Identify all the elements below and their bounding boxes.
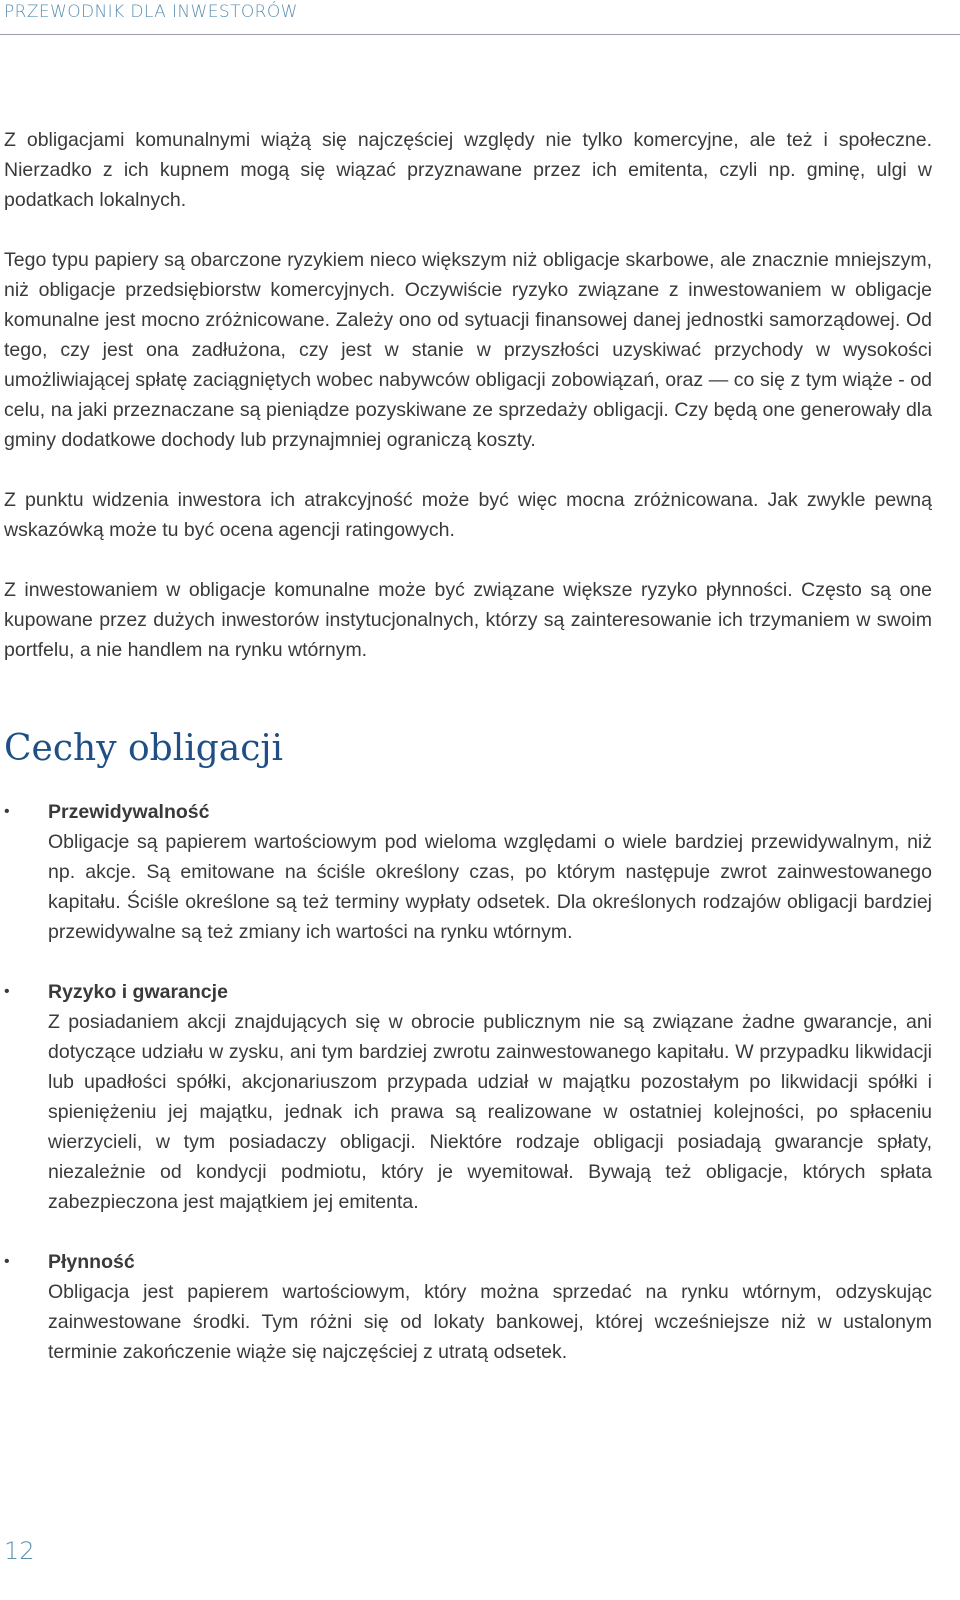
feature-body: Obligacja jest papierem wartościowym, który można sprzedać na rynku wtórnym, odzyskując zainwestowane środki. Tym różni się od lokaty bankowej, której wcześniejsze niż w ustalonym terminie zakończenie wiąże się najczęściej z utratą odsetek. [48, 1281, 932, 1363]
bullet-icon: • [4, 1253, 10, 1270]
paragraph-risk: Tego typu papiery są obarczone ryzykiem nieco większym niż obligacje skarbowe, ale znacznie mniejszym, niż obligacje przedsiębiorstw komercyjnych. Oczywiście ryzyko związane z inwestowaniem w obligacje komunalne jest mocno zróżnicowane. Zależy ono od sytuacji finansowej danej jednostki samorządowej. Od tego, czy jest ona zadłużona, czy jest w stanie w przyszłości uzyskiwać przychody w wysokości umożliwiającej spłatę zaciągniętych wobec nabywców obligacji zobowiązań, oraz — co się z tym wiąże - od celu, na jaki przeznaczane są pieniądze pozyskiwane ze sprzedaży obligacji. Czy będą one generowały dla gminy dodatkowe dochody lub przynajmniej ograniczą koszty. [4, 249, 932, 451]
running-header: PRZEWODNIK DLA INWESTORÓW [4, 2, 298, 22]
bullet-icon: • [4, 983, 10, 1000]
feature-item-liquidity [4, 1247, 932, 1367]
feature-body: Z posiadaniem akcji znajdujących się w obrocie publicznym nie są związane żadne gwarancje, ani dotyczące udziału w zysku, ani tym bardziej zwrotu zainwestowanego kapitału. W przypadku likwidacji lub upadłości spółki, akcjonariuszom przypada udział w majątku pozostałym po likwidacji spółki i spieniężeniu jej majątku, jednak ich prawa są realizowane w ostatniej kolejności, po spłaceniu wierzycieli, w tym posiadaczy obligacji. Niektóre rodzaje obligacji posiadają gwarancje spłaty, niezależnie od kondycji podmiotu, który je wyemitował. Bywają też obligacje, których spłata zabezpieczona jest majątkiem jej emitenta. [48, 1011, 932, 1213]
feature-title: Płynność [48, 1251, 135, 1273]
paragraph-attractiveness: Z punktu widzenia inwestora ich atrakcyjność może być więc mocna zróżnicowana. Jak zwykle pewną wskazówką może tu być ocena agencji ratingowych. [4, 489, 932, 541]
paragraph-intro: Z obligacjami komunalnymi wiążą się najczęściej względy nie tylko komercyjne, ale też i społeczne. Nierzadko z ich kupnem mogą się wiązać przyznawane przez ich emitenta, czyli np. gminę, ulgi w podatkach lokalnych. [4, 129, 932, 211]
bullet-icon: • [4, 803, 10, 820]
feature-title: Przewidywalność [48, 801, 210, 823]
feature-list [4, 797, 932, 1367]
feature-item-risk-guarantees [4, 977, 932, 1217]
section-title: Cechy obligacji [4, 728, 284, 769]
page-number: 12 [4, 1537, 35, 1565]
page-content [4, 125, 932, 1397]
feature-body: Obligacje są papierem wartościowym pod wieloma względami o wiele bardziej przewidywalnym, niż np. akcje. Są emitowane na ściśle określony czas, po którym następuje zwrot zainwestowanego kapitału. Ściśle określone są też terminy wypłaty odsetek. Dla określonych rodzajów obligacji bardziej przewidywalne są też zmiany ich wartości na rynku wtórnym. [48, 831, 932, 943]
feature-title: Ryzyko i gwarancje [48, 981, 228, 1003]
paragraph-liquidity-risk: Z inwestowaniem w obligacje komunalne może być związane większe ryzyko płynności. Często są one kupowane przez dużych inwestorów instytucjonalnych, którzy są zainteresowanie ich trzymaniem w swoim portfelu, a nie handlem na rynku wtórnym. [4, 579, 932, 661]
header-divider [0, 34, 960, 35]
feature-item-predictability [4, 797, 932, 947]
